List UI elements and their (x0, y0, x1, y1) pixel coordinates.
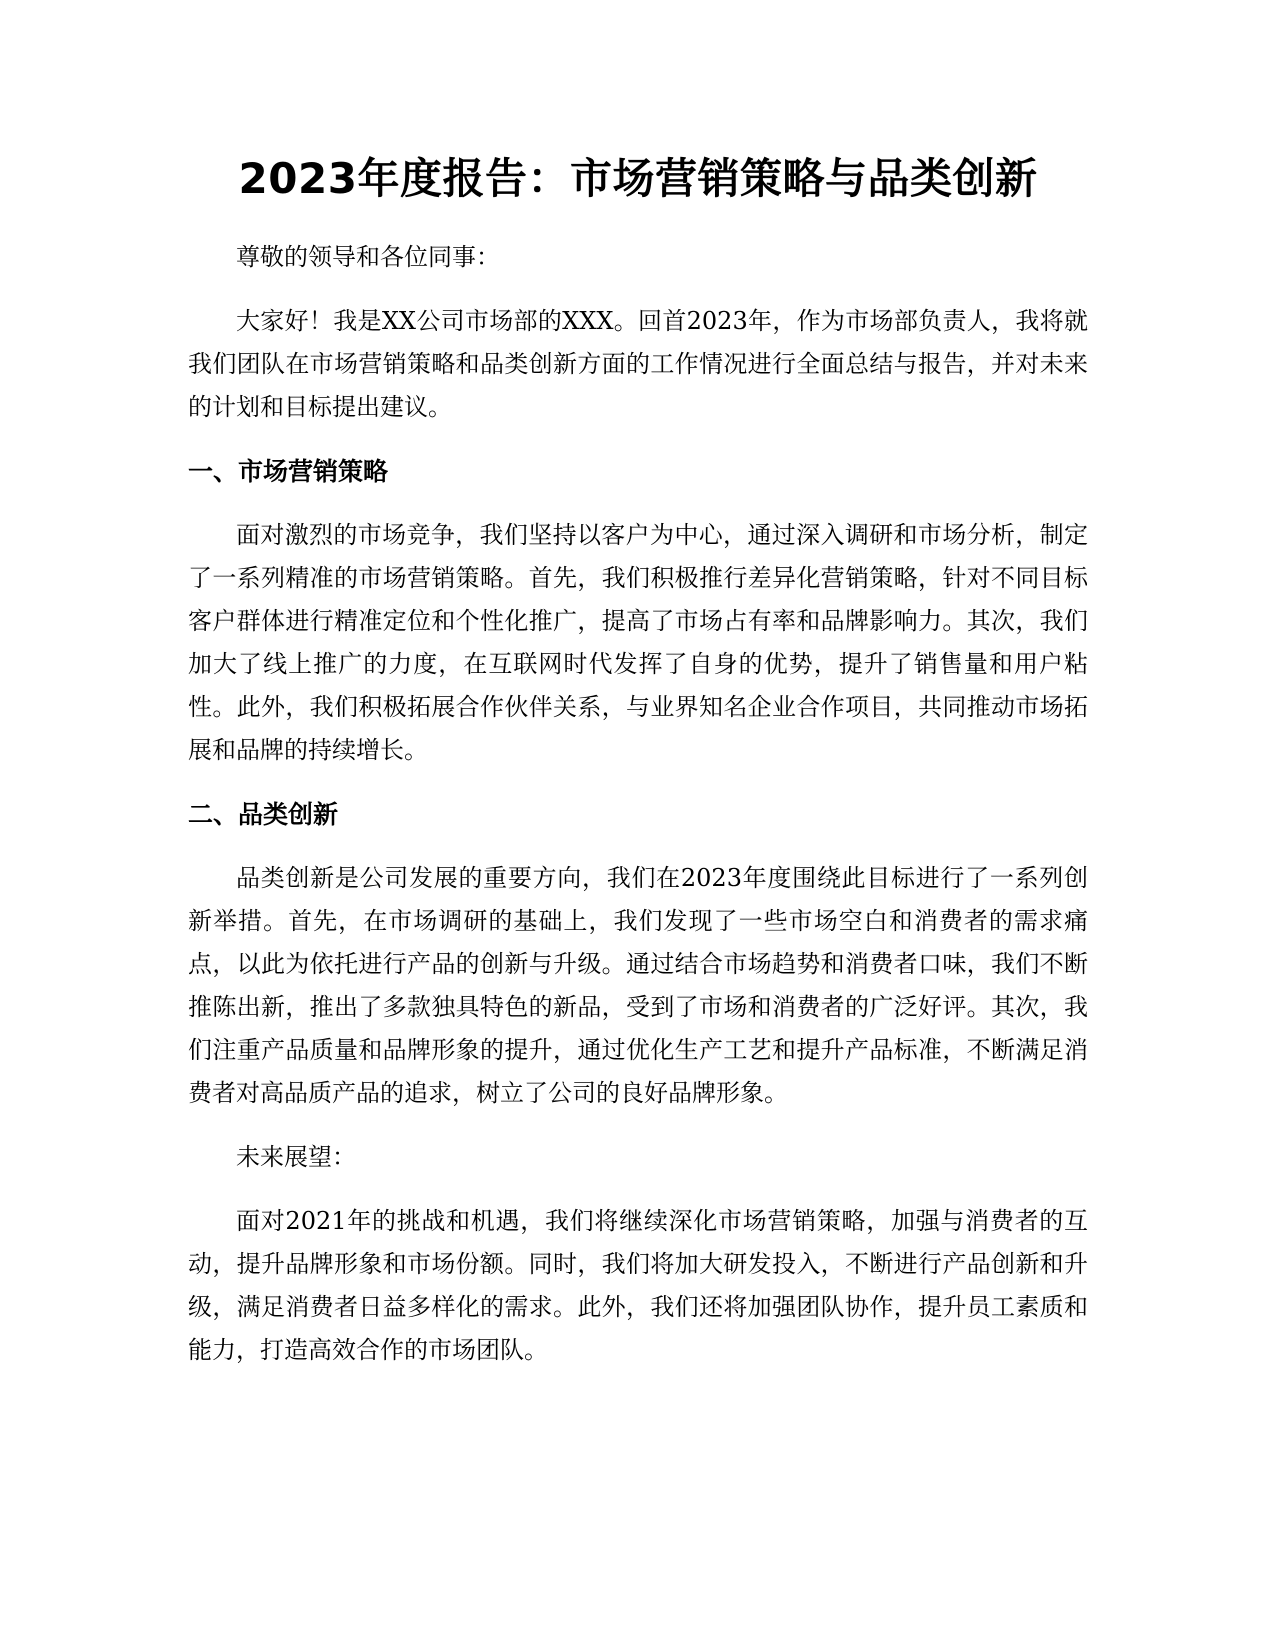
salutation: 尊敬的领导和各位同事： (236, 243, 500, 271)
outlook-paragraph: 面对2021年的挑战和机遇，我们将继续深化市场营销策略，加强与消费者的互动，提升品牌形象和市场份额。同时，我们将加大研发投入，不断进行产品创新和升级，满足消费者日益多样化的需求。此外，我们还将加强团队协作，提升员工素质和能力，打造高效合作的市场团队。 (188, 1207, 1088, 1364)
section-heading-marketing: 一、市场营销策略 (188, 457, 389, 486)
document-title: 2023年度报告：市场营销策略与品类创新 (238, 154, 1038, 203)
outlook-label: 未来展望： (236, 1143, 356, 1171)
section-body-category: 品类创新是公司发展的重要方向，我们在2023年度围绕此目标进行了一系列创新举措。首先，在市场调研的基础上，我们发现了一些市场空白和消费者的需求痛点，以此为依托进行产品的创新与升级。通过结合市场趋势和消费者口味，我们不断推陈出新，推出了多款独具特色的新品，受到了市场和消费者的广泛好评。其次，我们注重产品质量和品牌形象的提升，通过优化生产工艺和提升产品标准，不断满足消费者对高品质产品的追求，树立了公司的良好品牌形象。 (188, 864, 1088, 1107)
document-page (188, 0, 1088, 1372)
intro-paragraph: 大家好！我是XX公司市场部的XXX。回首2023年，作为市场部负责人，我将就我们团队在市场营销策略和品类创新方面的工作情况进行全面总结与报告，并对未来的计划和目标提出建议。 (188, 307, 1088, 421)
section-body-marketing: 面对激烈的市场竞争，我们坚持以客户为中心，通过深入调研和市场分析，制定了一系列精准的市场营销策略。首先，我们积极推行差异化营销策略，针对不同目标客户群体进行精准定位和个性化推广，提高了市场占有率和品牌影响力。其次，我们加大了线上推广的力度，在互联网时代发挥了自身的优势，提升了销售量和用户粘性。此外，我们积极拓展合作伙伴关系，与业界知名企业合作项目，共同推动市场拓展和品牌的持续增长。 (188, 521, 1088, 764)
section-heading-category: 二、品类创新 (188, 800, 339, 829)
